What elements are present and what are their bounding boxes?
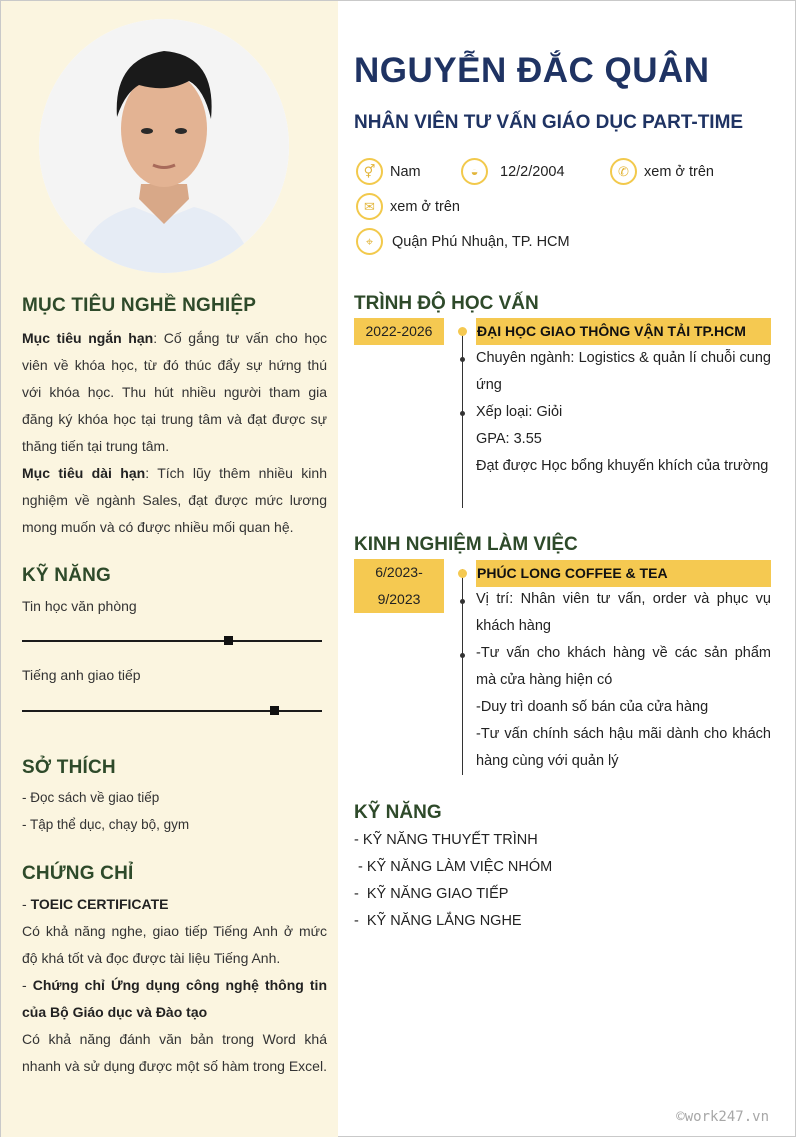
education-gpa: GPA: 3.55 (476, 431, 542, 447)
certificate-1 (22, 891, 327, 918)
objective-long (22, 460, 327, 541)
school-name: ĐẠI HỌC GIAO THÔNG VẬN TẢI TP.HCM (476, 318, 771, 345)
gender-text: Nam (390, 163, 421, 180)
hobby-item: - Tập thể dục, chạy bộ, gym (22, 817, 190, 832)
certificate-1-desc: Có khả năng nghe, giao tiếp Tiếng Anh ở mức độ khá tốt và đọc được tài liệu Tiếng Anh. (22, 923, 327, 966)
left-sidebar (1, 1, 338, 1137)
map-icon: ⌖ (356, 228, 383, 255)
objective-long-label: Mục tiêu dài hạn (22, 465, 146, 481)
objective-long-text: : Tích lũy thêm nhiều kinh nghiệm về ngành Sales, đạt được mức lương mong muốn và có được nhiều mối quan hệ. (22, 465, 327, 535)
experience-task: -Tư vấn chính sách hậu mãi dành cho khách hàng cùng với quản lý (476, 726, 771, 769)
bullet-dot (460, 357, 465, 362)
certificate-prefix: - (22, 896, 31, 912)
skill-item: - KỸ NĂNG THUYẾT TRÌNH (354, 832, 538, 848)
certificate-2-desc: Có khả năng đánh văn bản trong Word khá nhanh và sử dụng được một số hàm trong Excel. (22, 1031, 327, 1074)
education-date: 2022-2026 (354, 318, 444, 345)
experience-heading: KINH NGHIỆM LÀM VIỆC (354, 534, 578, 555)
gender-icon: ⚥ (356, 158, 383, 185)
mail-icon: ✉ (356, 193, 383, 220)
address-text: Quận Phú Nhuận, TP. HCM (392, 233, 570, 250)
skill-item: - KỸ NĂNG GIAO TIẾP (354, 886, 509, 902)
hobbies-heading: SỞ THÍCH (22, 757, 116, 778)
skill-level-marker (224, 636, 233, 645)
phone-icon: ✆ (610, 158, 637, 185)
email-info (356, 193, 460, 220)
address-info (356, 228, 570, 255)
profile-photo (39, 19, 289, 273)
watermark: ©work247.vn (676, 1109, 769, 1125)
skill-bar (22, 640, 322, 642)
phone-text: xem ở trên (644, 163, 714, 180)
certificate-2 (22, 972, 327, 1026)
timeline-dot (458, 569, 467, 578)
experience-task: -Tư vấn cho khách hàng về các sản phẩm mà cửa hàng hiện có (476, 645, 771, 688)
birthday-text: 12/2/2004 (500, 163, 565, 180)
education-major: Chuyên ngành: Logistics & quản lí chuỗi cung ứng (476, 350, 771, 393)
skill-name: Tin học văn phòng (22, 598, 137, 614)
certificate-2-title: Chứng chỉ Ứng dụng công nghệ thông tin của Bộ Giáo dục và Đào tạo (22, 977, 327, 1020)
skill-bar (22, 710, 322, 712)
education-award: Đạt được Học bổng khuyến khích của trường (476, 458, 769, 474)
education-heading: TRÌNH ĐỘ HỌC VẤN (354, 293, 539, 314)
certificate-prefix: - (22, 977, 33, 993)
experience-date: 6/2023-9/2023 (354, 559, 444, 613)
experience-task: -Duy trì doanh số bán của cửa hàng (476, 699, 709, 715)
education-timeline (462, 328, 463, 508)
left-skills-heading: KỸ NĂNG (22, 565, 112, 586)
objective-heading: MỤC TIÊU NGHỀ NGHIỆP (22, 295, 257, 316)
timeline-dot (458, 327, 467, 336)
bullet-dot (460, 411, 465, 416)
education-rank: Xếp loại: Giỏi (476, 404, 563, 420)
bullet-dot (460, 653, 465, 658)
birthday-info (461, 158, 565, 185)
company-name: PHÚC LONG COFFEE & TEA (476, 560, 771, 587)
email-text: xem ở trên (390, 198, 460, 215)
gender-info (356, 158, 421, 185)
skill-level-marker (270, 706, 279, 715)
job-title: NHÂN VIÊN TƯ VẤN GIÁO DỤC PART-TIME (354, 112, 744, 133)
phone-info (610, 158, 714, 185)
skill-item: - KỸ NĂNG LÀM VIỆC NHÓM (354, 859, 553, 875)
experience-position: Vị trí: Nhân viên tư vấn, order và phục vụ khách hàng (476, 591, 771, 634)
objective-short (22, 325, 327, 460)
right-skills-heading: KỸ NĂNG (354, 802, 442, 823)
hobby-item: - Đọc sách về giao tiếp (22, 790, 160, 805)
cake-icon: ◒ (461, 158, 488, 185)
objective-short-text: : Cố gắng tư vấn cho học viên về khóa học, từ đó thúc đẩy sự hứng thú với khóa học. Thu hút nhiều người tham gia đăng ký khóa học tại trung tâm và đạt được sự thăng tiến tại trung tâm. (22, 330, 328, 454)
certificate-1-title: TOEIC CERTIFICATE (30, 896, 169, 912)
objective-short-label: Mục tiêu ngắn hạn (22, 330, 154, 346)
skill-item: - KỸ NĂNG LẮNG NGHE (354, 913, 522, 929)
certificates-heading: CHỨNG CHỈ (22, 863, 134, 884)
skill-name: Tiếng anh giao tiếp (22, 667, 141, 683)
full-name: NGUYỄN ĐẮC QUÂN (354, 51, 710, 90)
bullet-dot (460, 599, 465, 604)
